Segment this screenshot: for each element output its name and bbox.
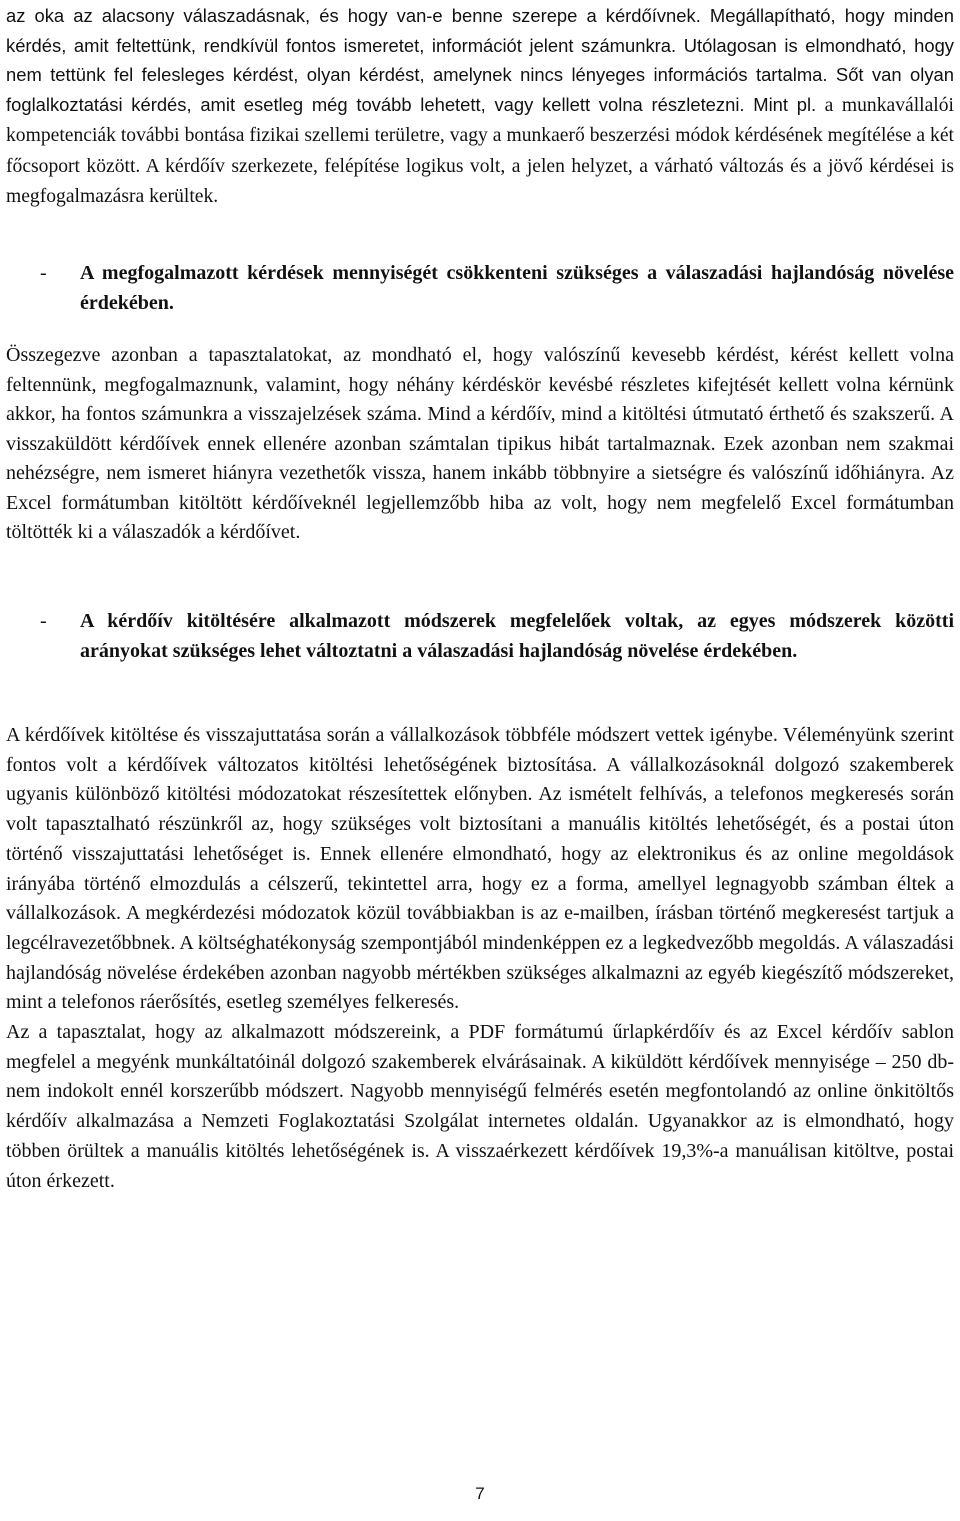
- page-number: 7: [475, 1484, 485, 1503]
- paragraph-summary: Összegezve azonban a tapasztalatokat, az mondható el, hogy valószínű kevesebb kérdést, kérést kellett volna feltennünk, megfogalmaznunk, valamint, hogy néhány kérdéskör kevésbé részletes kifejtését kellett volna kérnünk akkor, ha fontos számunkra a visszajelzések száma. Mind a kérdőív, mind a kitöltési útmutató érthető és szakszerű. A visszaküldött kérdőívek ennek ellenére azonban számtalan tipikus hibát tartalmaznak. Ezek azonban nem szakmai nehézségre, nem ismeret hiányra vezethetők vissza, hanem inkább többnyire a sietségre és valószínű időhiányra. Az Excel formátumban kitöltött kérdőíveknél legjellemzőbb hiba az volt, hogy nem megfelelő Excel formátumban töltötték ki a válaszadók a kérdőívet.: [6, 344, 954, 543]
- paragraph-intro-sans: az oka az alacsony válaszadásnak, és hogy van-e benne szerepe a kérdőívnek. Megállapítható, hogy minden kérdés, amit feltettünk, rendkívül fontos ismeretet, információt jelent számunkra. Utólagosan is elmondható, hogy nem tettünk fel felesleges kérdést, olyan kérdést, amelynek nincs lényeges információs tartalma. Sőt van olyan foglalkoztatási kérdés, amit esetleg még tovább lehetett, vagy kellett volna részletezni. Mint pl.: [6, 5, 954, 115]
- bullet-text: A kérdőív kitöltésére alkalmazott módszerek megfelelőek voltak, az egyes módszerek közötti arányokat szükséges lehet változtatni a válaszadási hajlandóság növelése érdekében.: [80, 610, 954, 662]
- paragraph-methods-body: A kérdőívek kitöltése és visszajuttatása során a vállalkozások többféle módszert vettek igénybe. Véleményünk szerint fontos volt a kérdőívek változatos kitöltési lehetőségének biztosítása. A vállalkozásoknál dolgozó szakemberek ugyanis különböző kitöltési módozatokat részesítettek előnyben. Az ismételt felhívás, a telefonos megkeresés során volt tapasztalható részünkről az, hogy szükséges volt biztosítani a manuális kitöltés lehetőségét, és a postai úton történő visszajuttatási lehetőséget is. Ennek ellenére elmondható, hogy az elektronikus és az online megoldások irányába történő elmozdulás a célszerű, tekintettel arra, hogy ez a forma, amellyel legnagyobb számban éltek a vállalkozások. A megkérdezési módozatok közül továbbiakban is az e-mailben, írásban történő megkeresést tartjuk a legcélravezetőbbnek. A költséghatékonyság szempontjából mindenképpen ez a legkedvezőbb megoldás. A válaszadási hajlandóság növelése érdekében azonban nagyobb mértékben szükséges alkalmazni az egyéb kiegészítő módszereket, mint a telefonos ráerősítés, esetleg személyes felkeresés.: [6, 724, 954, 1014]
- bullet-dash: -: [40, 262, 47, 284]
- paragraph-methods: [6, 721, 954, 1196]
- bullet-methods: [6, 607, 954, 666]
- paragraph-intro-serif: a munkavállalói kompetenciák további bontása fizikai szellemi területre, vagy a munkaerő beszerzési módok kérdésének megítélése a két főcsoport között. A kérdőív szerkezete, felépítése logikus volt, a jelen helyzet, a várható változás és a jövő kérdései is megfogalmazásra kerültek.: [6, 94, 954, 207]
- bullet-dash: -: [40, 610, 47, 632]
- bullet-text: A megfogalmazott kérdések mennyiségét csökkenteni szükséges a válaszadási hajlandóság növelése érdekében.: [80, 262, 954, 314]
- bullet-question-count: [6, 259, 954, 318]
- paragraph-methods-conclusion: Az a tapasztalat, hogy az alkalmazott módszereink, a PDF formátumú űrlapkérdőív és az Excel kérdőív sablon megfelel a megyénk munkáltatóinál dolgozó szakemberek elvárásainak. A kiküldött kérdőívek mennyisége – 250 db- nem indokolt ennél korszerűbb módszert. Nagyobb mennyiségű felmérés esetén megfontolandó az online önkitöltős kérdőív alkalmazása a Nemzeti Foglakoztatási Szolgálat internetes oldalán. Ugyanakkor az is elmondható, hogy többen örültek a manuális kitöltés lehetőségének is. A visszaérkezett kérdőívek 19,3%-a manuálisan kitöltve, postai úton érkezett.: [6, 1021, 954, 1192]
- paragraph-intro: [6, 1, 954, 212]
